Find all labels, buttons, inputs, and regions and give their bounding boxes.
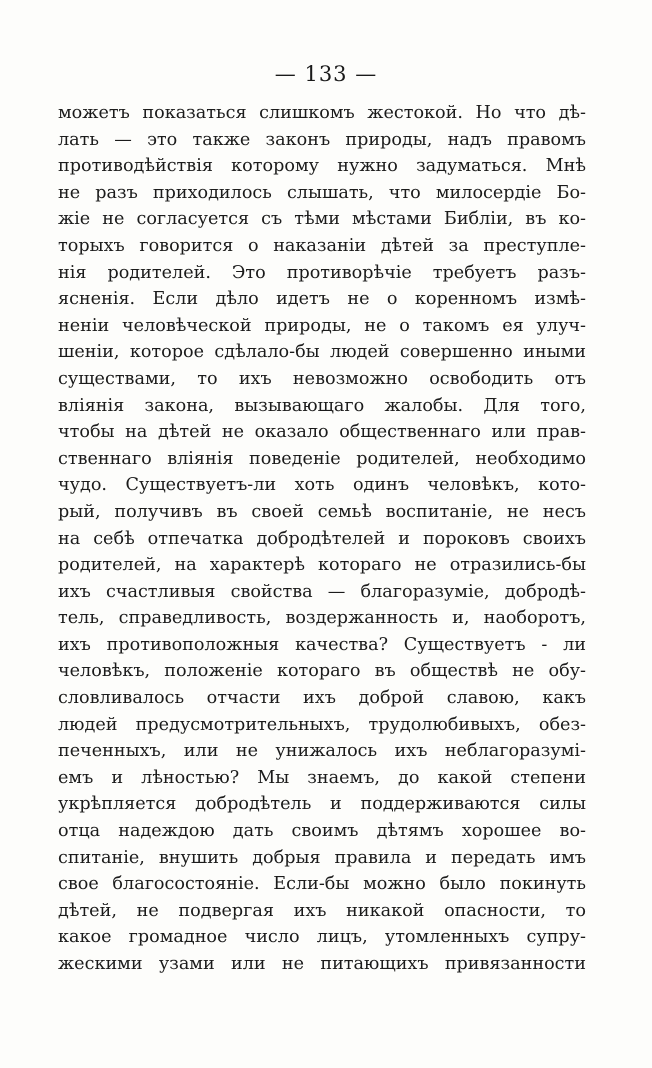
text-line: отца надеждою дать своимъ дѣтямъ хорошее во- xyxy=(58,821,586,842)
text-line: какое громадное число лицъ, утомленныхъ супру- xyxy=(58,927,586,948)
text-line: ихъ противоположныя качества? Существуетъ - ли xyxy=(58,634,586,655)
text-line: вліянія закона, вызывающаго жалобы. Для того, xyxy=(58,395,586,416)
text-line: человѣкъ, положеніе котораго въ обществѣ не обу- xyxy=(58,661,586,682)
page-number: — 133 — xyxy=(274,62,378,86)
text-line: чтобы на дѣтей не оказало общественнаго или прав- xyxy=(58,422,586,443)
text-line: печенныхъ, или не унижалось ихъ неблагоразумі- xyxy=(58,741,586,762)
text-line: существами, то ихъ невозможно освободить отъ xyxy=(58,368,586,389)
text-line: свое благосостояніе. Если-бы можно было покинуть xyxy=(58,874,586,895)
text-line: людей предусмотрительныхъ, трудолюбивыхъ, обез- xyxy=(58,714,586,735)
text-line: словливалось отчасти ихъ доброй славою, какъ xyxy=(58,688,586,709)
text-line: чудо. Существуетъ-ли хоть одинъ человѣкъ, кото- xyxy=(58,475,586,496)
text-line: ясненія. Если дѣло идетъ не о коренномъ измѣ- xyxy=(58,289,586,310)
text-line: противодѣйствія которому нужно задуматься. Мнѣ xyxy=(58,156,586,177)
text-line: родителей, на характерѣ котораго не отразились-бы xyxy=(58,555,586,576)
text-line: шеніи, которое сдѣлало-бы людей совершенно иными xyxy=(58,342,586,363)
body-text xyxy=(58,100,586,978)
text-line: лать — это также законъ природы, надъ правомъ xyxy=(58,129,586,150)
text-line: тель, справедливость, воздержанность и, наоборотъ, xyxy=(58,608,586,629)
text-line: жіе не согласуется съ тѣми мѣстами Библіи, въ ко- xyxy=(58,209,586,230)
text-line: ственнаго вліянія поведеніе родителей, необходимо xyxy=(58,448,586,469)
text-line: дѣтей, не подвергая ихъ никакой опасности, то xyxy=(58,900,586,921)
text-line: можетъ показаться слишкомъ жестокой. Но что дѣ- xyxy=(58,103,586,123)
text-line: жескими узами или не питающихъ привязанности xyxy=(58,954,586,974)
text-line: укрѣпляется добродѣтель и поддерживаются силы xyxy=(58,794,586,815)
text-line: не разъ приходилось слышать, что милосердіе Бо- xyxy=(58,182,586,203)
text-line: ихъ счастливыя свойства — благоразуміе, добродѣ- xyxy=(58,581,586,602)
text-line: емъ и лѣностью? Мы знаемъ, до какой степени xyxy=(58,767,586,788)
text-line: на себѣ отпечатка добродѣтелей и пороковъ своихъ xyxy=(58,528,586,549)
text-line: спитаніе, внушить добрыя правила и передать имъ xyxy=(58,847,586,868)
text-line: торыхъ говорится о наказаніи дѣтей за преступле- xyxy=(58,235,586,256)
text-line: неніи человѣческой природы, не о такомъ ея улуч- xyxy=(58,315,586,336)
text-line: рый, получивъ въ своей семьѣ воспитаніе, не несъ xyxy=(58,501,586,522)
text-line: нія родителей. Это противорѣчіе требуетъ разъ- xyxy=(58,262,586,283)
